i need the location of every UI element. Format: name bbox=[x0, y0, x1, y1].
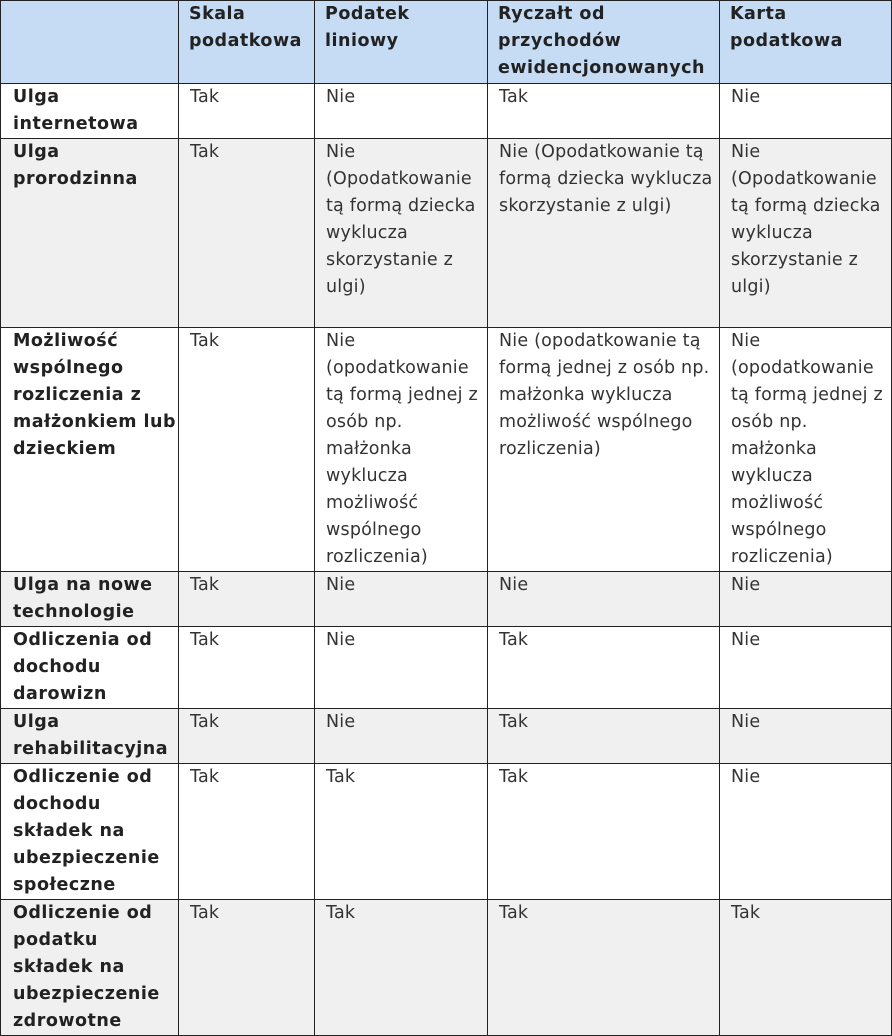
table-cell: Nie bbox=[720, 764, 892, 900]
header-podatek-liniowy: Podatek liniowy bbox=[315, 1, 488, 84]
table-cell: Tak bbox=[179, 709, 315, 764]
table-cell: Nie (opodatkowanie tą formą jednej z osób np. małżonka wyklucza możliwość wspólnego rozliczenia) bbox=[488, 328, 720, 572]
table-cell: Tak bbox=[179, 84, 315, 139]
table-cell: Nie bbox=[315, 627, 488, 709]
table-row bbox=[1, 900, 892, 1036]
table-cell: Tak bbox=[488, 709, 720, 764]
table-row bbox=[1, 627, 892, 709]
table-cell: Nie bbox=[315, 709, 488, 764]
table-cell: Nie bbox=[488, 572, 720, 627]
header-ryczalt: Ryczałt od przychodów ewidencjonowanych bbox=[488, 1, 720, 84]
row-label: Odliczenie od podatku składek na ubezpieczenie zdrowotne bbox=[1, 900, 179, 1036]
row-label: Ulga na nowe technologie bbox=[1, 572, 179, 627]
table-cell: Tak bbox=[315, 900, 488, 1036]
table-row bbox=[1, 328, 892, 572]
header-row bbox=[1, 1, 892, 84]
row-label: Ulga rehabilitacyjna bbox=[1, 709, 179, 764]
header-karta-podatkowa: Karta podatkowa bbox=[720, 1, 892, 84]
table-cell: Tak bbox=[488, 627, 720, 709]
table-cell: Nie (opodatkowanie tą formą jednej z osób np. małżonka wyklucza możliwość wspólnego rozliczenia) bbox=[720, 328, 892, 572]
table-cell: Tak bbox=[179, 139, 315, 328]
table-cell: Tak bbox=[179, 900, 315, 1036]
table-cell: Tak bbox=[488, 84, 720, 139]
table-cell: Nie bbox=[720, 572, 892, 627]
row-label: Ulga internetowa bbox=[1, 84, 179, 139]
table-cell: Nie (Opodatkowanie tą formą dziecka wyklucza skorzystanie z ulgi) bbox=[720, 139, 892, 328]
table-cell: Nie (opodatkowanie tą formą jednej z osób np. małżonka wyklucza możliwość wspólnego rozliczenia) bbox=[315, 328, 488, 572]
table-cell: Nie bbox=[315, 572, 488, 627]
header-skala-podatkowa: Skala podatkowa bbox=[179, 1, 315, 84]
table-cell: Tak bbox=[488, 764, 720, 900]
table-cell: Tak bbox=[179, 328, 315, 572]
table-row bbox=[1, 709, 892, 764]
table-cell: Tak bbox=[179, 572, 315, 627]
row-label: Możliwość wspólnego rozliczenia z małżonkiem lub dzieckiem bbox=[1, 328, 179, 572]
table-row bbox=[1, 84, 892, 139]
table-row bbox=[1, 139, 892, 328]
table-cell: Tak bbox=[179, 764, 315, 900]
table-cell: Nie bbox=[720, 709, 892, 764]
table-cell: Nie bbox=[315, 84, 488, 139]
table-cell: Nie (Opodatkowanie tą formą dziecka wyklucza skorzystanie z ulgi) bbox=[315, 139, 488, 328]
row-label: Ulga prorodzinna bbox=[1, 139, 179, 328]
table-row bbox=[1, 764, 892, 900]
row-label: Odliczenie od dochodu składek na ubezpieczenie społeczne bbox=[1, 764, 179, 900]
row-label: Odliczenia od dochodu darowizn bbox=[1, 627, 179, 709]
header-corner bbox=[1, 1, 179, 84]
table-cell: Nie bbox=[720, 627, 892, 709]
table-cell: Tak bbox=[315, 764, 488, 900]
table-cell: Tak bbox=[179, 627, 315, 709]
table-cell: Nie (Opodatkowanie tą formą dziecka wyklucza skorzystanie z ulgi) bbox=[488, 139, 720, 328]
table-cell: Nie bbox=[720, 84, 892, 139]
table-cell: Tak bbox=[488, 900, 720, 1036]
table-cell: Tak bbox=[720, 900, 892, 1036]
table-row bbox=[1, 572, 892, 627]
